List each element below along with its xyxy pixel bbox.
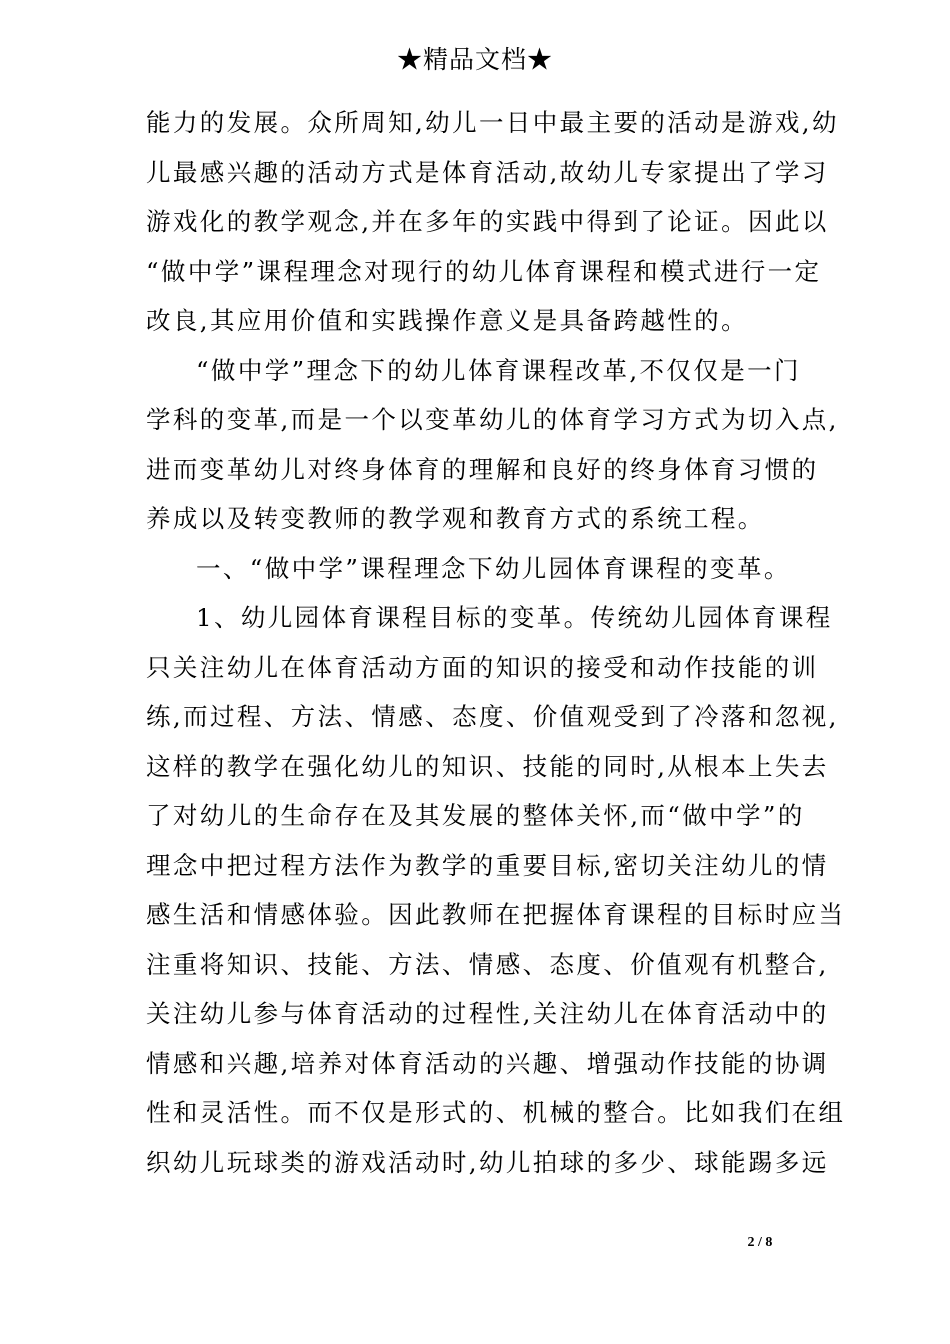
text-line: 注重将知识、技能、方法、情感、态度、价值观有机整合,	[146, 949, 829, 979]
text-line: 理念中把过程方法作为教学的重要目标,密切关注幼儿的情	[146, 850, 829, 880]
document-body	[146, 98, 846, 1187]
text-line: 性和灵活性。而不仅是形式的、机械的整合。比如我们在组	[146, 1098, 846, 1127]
text-line: 这样的教学在强化幼儿的知识、技能的同时,从根本上失去	[146, 751, 829, 781]
text-line: 养成以及转变教师的教学观和教育方式的系统工程。	[146, 504, 765, 533]
document-header: ★精品文档★	[396, 45, 553, 74]
text-line: 学科的变革,而是一个以变革幼儿的体育学习方式为切入点,	[146, 405, 839, 434]
text-line: “做中学”课程理念对现行的幼儿体育课程和模式进行一定	[146, 256, 822, 286]
text-line: 关注幼儿参与体育活动的过程性,关注幼儿在体育活动中的	[146, 999, 829, 1028]
paragraph-start-line: 1、幼儿园体育课程目标的变革。传统幼儿园体育课程	[196, 603, 833, 632]
text-line: 练,而过程、方法、情感、态度、价值观受到了冷落和忽视,	[146, 702, 839, 731]
text-line: 改良,其应用价值和实践操作意义是具备跨越性的。	[146, 306, 748, 335]
text-line: 了对幼儿的生命存在及其发展的整体关怀,而“做中学”的	[146, 801, 805, 830]
text-line: 织幼儿玩球类的游戏活动时,幼儿拍球的多少、球能踢多远	[146, 1147, 829, 1177]
text-line: 感生活和情感体验。因此教师在把握体育课程的目标时应当	[146, 900, 846, 929]
text-line: 游戏化的教学观念,并在多年的实践中得到了论证。因此以	[146, 207, 829, 236]
text-line: 儿最感兴趣的活动方式是体育活动,故幼儿专家提出了学习	[146, 157, 829, 187]
text-line: 能力的发展。众所周知,幼儿一日中最主要的活动是游戏,幼	[146, 108, 839, 137]
page-number: 2 / 8	[747, 1235, 773, 1250]
text-line: 只关注幼儿在体育活动方面的知识的接受和动作技能的训	[146, 652, 819, 682]
text-line: 进而变革幼儿对终身体育的理解和良好的终身体育习惯的	[146, 454, 819, 484]
text-line: 情感和兴趣,培养对体育活动的兴趣、增强动作技能的协调	[146, 1048, 829, 1078]
section-heading: 一、“做中学”课程理念下幼儿园体育课程的变革。	[196, 553, 791, 583]
paragraph-start-line: “做中学”理念下的幼儿体育课程改革,不仅仅是一门	[196, 355, 801, 385]
